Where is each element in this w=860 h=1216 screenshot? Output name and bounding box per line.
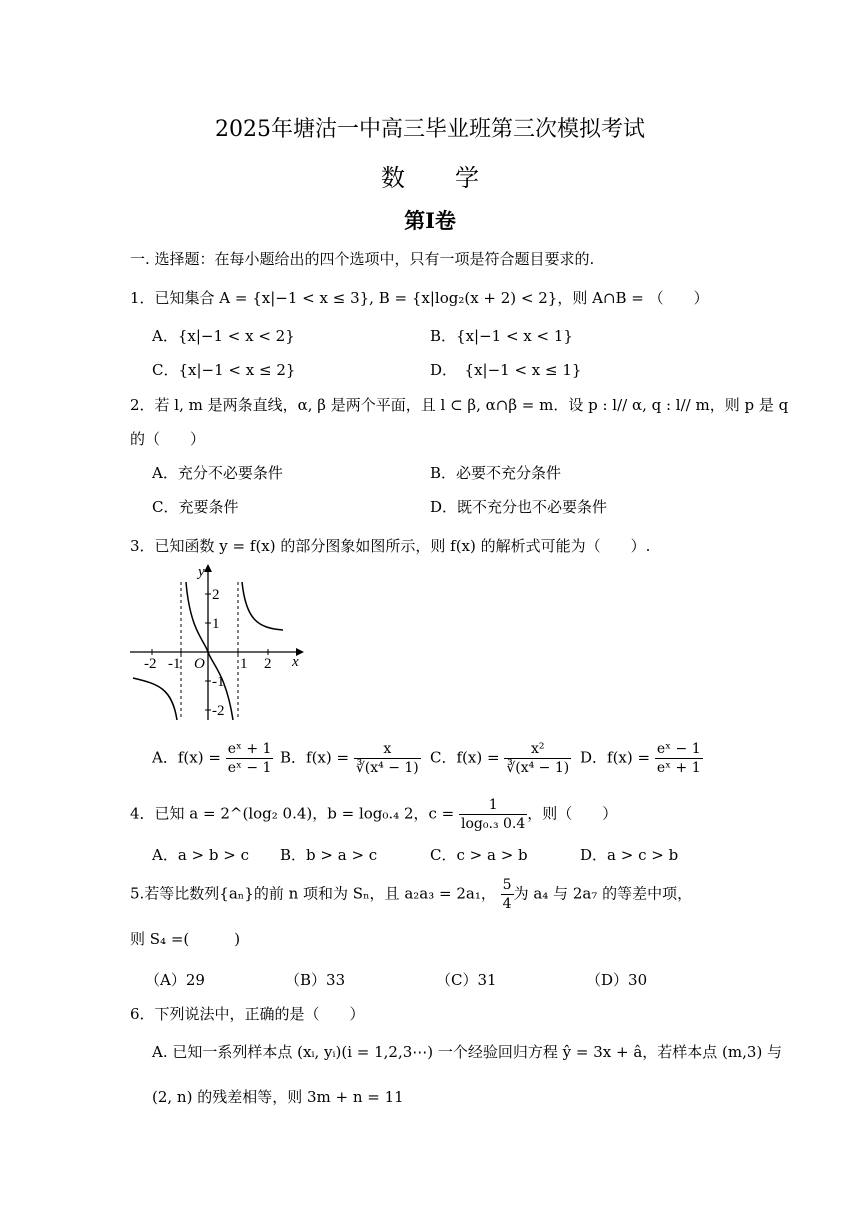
q2-option-b: B．必要不充分条件 xyxy=(430,464,562,482)
x-tick-label: 2 xyxy=(264,656,272,672)
q3-function-graph xyxy=(128,560,308,725)
q1-option-c: C．{x|−1 < x ≤ 2} xyxy=(152,361,296,379)
q5-option-d: （D）30 xyxy=(586,971,648,989)
x-tick-label: -2 xyxy=(144,656,157,672)
exam-title: 2025年塘沽一中高三毕业班第三次模拟考试 xyxy=(215,117,645,142)
q3-option-a: A．f(x) = $\frac{\text{eˣ + 1}}{\text{eˣ − 1}}$ xyxy=(152,741,272,776)
x-axis-label: x xyxy=(292,654,299,670)
q3-option-b: B．f(x) = $\frac{x}{\text{∛(x⁴ − 1)}}$ xyxy=(280,741,419,776)
curve-left-branch xyxy=(133,678,177,720)
q3-option-d: D．f(x) = $\frac{\text{eˣ − 1}}{\text{eˣ + 1}}$ xyxy=(580,741,701,776)
q1-option-b: B．{x|−1 < x < 1} xyxy=(430,327,573,345)
q2-stem: 2．若 l, m 是两条直线，α, β 是两个平面，且 l ⊂ β, α∩β = m．设 p : l// α, q : l// m，则 p 是 q xyxy=(130,396,789,414)
q3-stem: 3．已知函数 y = f(x) 的部分图象如图所示，则 f(x) 的解析式可能为（ ）. xyxy=(130,537,651,555)
x-tick-label: -1 xyxy=(168,656,181,672)
q4-option-d: D．a > c > b xyxy=(580,846,679,864)
curve-middle-branch xyxy=(186,582,233,720)
q6-stem: 6．下列说法中，正确的是（ ） xyxy=(130,1005,365,1023)
q1-option-d: D． {x|−1 < x ≤ 1} xyxy=(430,361,582,379)
q6-option-a-line2: (2, n) 的残差相等，则 3m + n = 11 xyxy=(152,1088,404,1106)
q4-option-a: A．a > b > c xyxy=(152,846,249,864)
origin-label: O xyxy=(194,656,205,672)
q5-stem-cont: 则 S₄ =( ) xyxy=(130,930,241,948)
q5-stem: 5.若等比数列{aₙ}的前 n 项和为 Sₙ，且 a₂a₃ = 2a₁， $\frac{5}{4}$ 为 a₄ 与 2a₇ 的等差中项， xyxy=(130,877,693,912)
y-tick-label: 1 xyxy=(212,616,220,632)
section-heading: 一. 选择题：在每小题给出的四个选项中，只有一项是符合题目要求的. xyxy=(130,250,595,268)
y-tick-label: 2 xyxy=(212,587,220,603)
q5-option-b: （B）33 xyxy=(285,971,346,989)
volume-title: 第I卷 xyxy=(404,208,456,233)
q4-stem: 4．已知 a = 2^(log₂ 0.4)，b = log₀.₄ 2，c = $\frac{1}{\text{log₀.₃ 0.4}}$ ，则（ ） xyxy=(130,797,618,832)
q2-option-c: C．充要条件 xyxy=(152,498,239,516)
q6-option-a-line1: A. 已知一系列样本点 (xᵢ, yᵢ)(i = 1,2,3⋯) 一个经验回归方程 ŷ = 3x + â，若样本点 (m,3) 与 xyxy=(152,1043,783,1061)
y-tick-label: -1 xyxy=(212,674,225,690)
q2-option-d: D．既不充分也不必要条件 xyxy=(430,498,608,516)
q2-option-a: A．充分不必要条件 xyxy=(152,464,283,482)
q1-option-a: A．{x|−1 < x < 2} xyxy=(152,327,295,345)
q4-option-c: C．c > a > b xyxy=(430,846,528,864)
q1-stem: 1．已知集合 A = {x|−1 < x ≤ 3}, B = {x|log₂(x + 2) < 2}，则 A∩B = （ ） xyxy=(130,289,709,307)
y-tick-label: -2 xyxy=(212,703,225,719)
q3-option-c: C．f(x) = $\frac{\text{x²}}{\text{∛(x⁴ − 1)}}$ xyxy=(430,741,570,776)
subject-title: 数学 xyxy=(381,164,529,192)
q5-option-a: （A）29 xyxy=(145,971,205,989)
q4-option-b: B．b > a > c xyxy=(280,846,378,864)
y-axis-arrow xyxy=(204,564,212,572)
q2-stem-cont: 的（ ） xyxy=(130,430,206,448)
y-axis-label: y xyxy=(198,564,205,580)
q5-option-c: （C）31 xyxy=(436,971,497,989)
curve-right-branch xyxy=(242,582,283,630)
x-tick-label: 1 xyxy=(240,656,248,672)
